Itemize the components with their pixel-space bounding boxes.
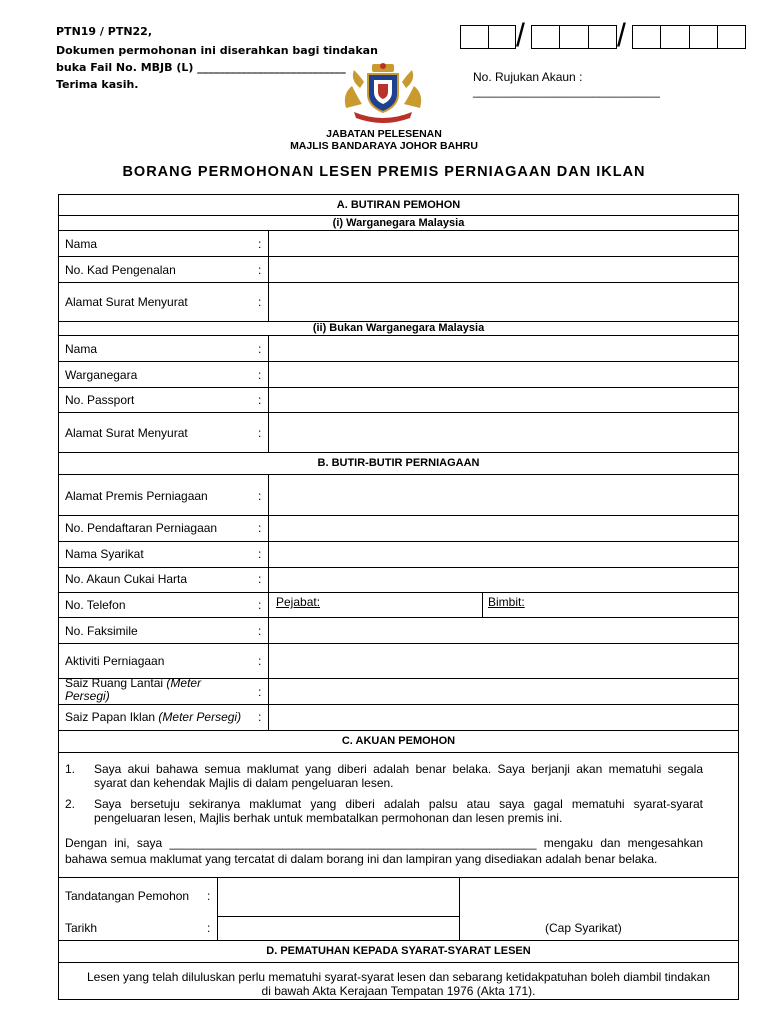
mobile-phone-input[interactable]	[532, 594, 736, 618]
section-d-title: D. PEMATUHAN KEPADA SYARAT-SYARAT LESEN	[266, 945, 531, 957]
reference-box-2[interactable]	[531, 25, 617, 49]
colon: :	[258, 426, 262, 440]
column-divider	[268, 230, 269, 321]
business-activity-input[interactable]	[272, 646, 738, 678]
field-label-premise-address: Alamat Premis Perniagaan	[65, 489, 208, 503]
colon: :	[258, 368, 262, 382]
divider	[58, 412, 739, 413]
passport-input[interactable]	[272, 389, 738, 413]
date-input[interactable]	[222, 918, 460, 940]
declaration-text: bahawa semua maklumat yang tercatat di dalam borang ini dan lampiran yang disediakan adalah benar belaka.	[65, 852, 658, 866]
section-a-title: A. BUTIRAN PEMOHON	[336, 199, 461, 211]
floor-area-text: Saiz Ruang Lantai	[65, 676, 164, 690]
declaration-text: pengeluaran lesen, Majlis berhak untuk membatalkan permohonan dan lesen premis ini.	[94, 811, 563, 825]
colon: :	[258, 237, 262, 251]
declaration-item-2	[94, 797, 703, 825]
office-phone-label: Pejabat:	[276, 595, 321, 609]
divider	[58, 567, 739, 568]
divider	[58, 215, 739, 216]
field-label-business-registration: No. Pendaftaran Perniagaan	[65, 521, 218, 535]
field-label-company-name: Nama Syarikat	[65, 547, 144, 561]
divider	[58, 643, 739, 644]
field-label-mailing-address: Alamat Surat Menyurat	[65, 295, 188, 309]
nationality-input[interactable]	[272, 363, 738, 387]
declaration-item-1	[94, 762, 703, 790]
field-label-business-activity: Aktiviti Perniagaan	[65, 654, 165, 668]
divider	[482, 592, 483, 617]
column-divider	[268, 335, 269, 452]
field-label-property-tax-account: No. Akaun Cukai Harta	[65, 572, 188, 586]
applicant-signature-box[interactable]	[218, 878, 459, 916]
floor-area-unit: (Meter	[166, 676, 202, 690]
citizen-address-input[interactable]	[272, 285, 738, 321]
submission-note-line3: Terima kasih.	[56, 78, 139, 91]
declaration-text: Saya bersetuju sekiranya maklumat yang diberi adalah palsu atau saya gagal mematuhi syarat-syarat	[94, 797, 703, 811]
reference-cell[interactable]	[633, 26, 661, 48]
declaration-text: syarat dan kehendak Majlis di dalam pengeluaran lesen.	[94, 776, 394, 790]
compliance-text: Lesen yang telah diluluskan perlu mematuhi syarat-syarat lesen dan sebarang ketidakpatuhan boleh diambil tindakan	[86, 970, 711, 984]
colon: :	[258, 624, 262, 638]
divider	[58, 962, 739, 963]
reference-box-3[interactable]	[632, 25, 746, 49]
office-phone-input[interactable]	[325, 594, 479, 618]
divider	[58, 617, 739, 618]
colon: :	[258, 342, 262, 356]
company-name-input[interactable]	[272, 543, 738, 567]
citizen-name-input[interactable]	[272, 232, 738, 256]
field-label-ic-number: No. Kad Pengenalan	[65, 263, 176, 277]
field-label-mailing-address: Alamat Surat Menyurat	[65, 426, 188, 440]
reference-cell[interactable]	[690, 26, 718, 48]
divider	[58, 230, 739, 231]
divider	[58, 730, 739, 731]
divider	[58, 387, 739, 388]
fax-input[interactable]	[272, 619, 738, 643]
reference-slash: /	[617, 17, 626, 53]
field-label-fax: No. Faksimile	[65, 624, 138, 638]
reference-cell[interactable]	[661, 26, 689, 48]
account-ref-label: No. Rujukan Akaun : ____________________________	[473, 70, 660, 98]
signboard-size-text: Saiz Papan Iklan	[65, 710, 156, 724]
foreign-address-input[interactable]	[272, 415, 738, 451]
company-stamp-label: (Cap Syarikat)	[545, 921, 622, 935]
divider	[58, 592, 739, 593]
colon: :	[258, 521, 262, 535]
colon: :	[258, 547, 262, 561]
colon: :	[258, 710, 262, 724]
colon: :	[258, 685, 262, 699]
divider	[58, 361, 739, 362]
declaration-item-number: 2.	[65, 797, 76, 811]
colon: :	[258, 263, 262, 277]
floor-area-input[interactable]	[272, 680, 738, 704]
divider	[58, 704, 739, 705]
section-a-subtitle-citizen: (i) Warganegara Malaysia	[332, 217, 465, 229]
field-label-passport: No. Passport	[65, 393, 135, 407]
ic-number-input[interactable]	[272, 258, 738, 282]
field-label-floor-area	[65, 677, 201, 703]
column-divider	[217, 877, 218, 940]
signboard-size-input[interactable]	[272, 706, 738, 730]
council-crest-emblem	[340, 58, 426, 124]
divider	[58, 940, 739, 941]
reference-cell[interactable]	[560, 26, 588, 48]
field-label-telephone: No. Telefon	[65, 598, 126, 612]
reference-cell[interactable]	[489, 26, 516, 48]
compliance-text: di bawah Akta Kerajaan Tempatan 1976 (Akta 171).	[261, 984, 536, 998]
colon: :	[207, 921, 211, 935]
column-divider	[268, 474, 269, 730]
declaration-statement	[65, 836, 703, 866]
colon: :	[207, 889, 211, 903]
section-b-title: B. BUTIR-BUTIR PERNIAGAAN	[317, 457, 480, 469]
divider	[58, 515, 739, 516]
divider	[58, 752, 739, 753]
colon: :	[258, 295, 262, 309]
foreign-name-input[interactable]	[272, 337, 738, 361]
colon: :	[258, 489, 262, 503]
reference-slash: /	[516, 17, 525, 53]
reference-cell[interactable]	[532, 26, 560, 48]
property-tax-account-input[interactable]	[272, 569, 738, 593]
submission-note-line1: Dokumen permohonan ini diserahkan bagi tindakan	[56, 44, 378, 57]
department-name: JABATAN PELESENAN	[326, 128, 442, 140]
field-label-nationality: Warganegara	[65, 368, 138, 382]
divider	[58, 541, 739, 542]
colon: :	[258, 598, 262, 612]
reference-cell[interactable]	[718, 26, 745, 48]
field-label-applicant-signature: Tandatangan Pemohon	[65, 889, 190, 903]
divider	[218, 916, 459, 917]
signboard-size-unit: (Meter Persegi)	[158, 710, 242, 724]
declaration-text: Dengan ini, saya _______________________________________________________ mengaku dan mengesahkan	[65, 836, 703, 850]
divider	[58, 474, 739, 475]
divider	[58, 335, 739, 336]
declaration-text: Saya akui bahawa semua maklumat yang diberi adalah benar belaka. Saya berjanji akan mematuhi segala	[94, 762, 703, 776]
declaration-item-number: 1.	[65, 762, 76, 776]
reference-cell[interactable]	[589, 26, 616, 48]
section-c-title: C. AKUAN PEMOHON	[341, 735, 456, 747]
colon: :	[258, 654, 262, 668]
colon: :	[258, 393, 262, 407]
reference-cell[interactable]	[461, 26, 489, 48]
divider	[58, 256, 739, 257]
form-title: BORANG PERMOHONAN LESEN PREMIS PERNIAGAAN DAN IKLAN	[122, 164, 646, 180]
council-name: MAJLIS BANDARAYA JOHOR BAHRU	[290, 140, 478, 152]
reference-box-1[interactable]	[460, 25, 516, 49]
business-registration-input[interactable]	[272, 517, 738, 541]
field-label-date: Tarikh	[65, 921, 98, 935]
field-label-name: Nama	[65, 342, 98, 356]
licence-compliance-text	[58, 970, 739, 998]
divider	[58, 452, 739, 453]
form-codes: PTN19 / PTN22,	[56, 25, 153, 38]
section-a-subtitle-non-citizen: (ii) Bukan Warganegara Malaysia	[312, 322, 485, 334]
field-label-name: Nama	[65, 237, 98, 251]
field-label-signboard-size	[65, 710, 241, 724]
floor-area-unit: Persegi)	[65, 689, 110, 703]
submission-note-line2: buka Fail No. MBJB (L) ___________________________	[56, 61, 346, 74]
colon: :	[258, 572, 262, 586]
mobile-phone-label: Bimbit:	[488, 595, 525, 609]
premise-address-input[interactable]	[272, 477, 738, 515]
divider	[58, 282, 739, 283]
